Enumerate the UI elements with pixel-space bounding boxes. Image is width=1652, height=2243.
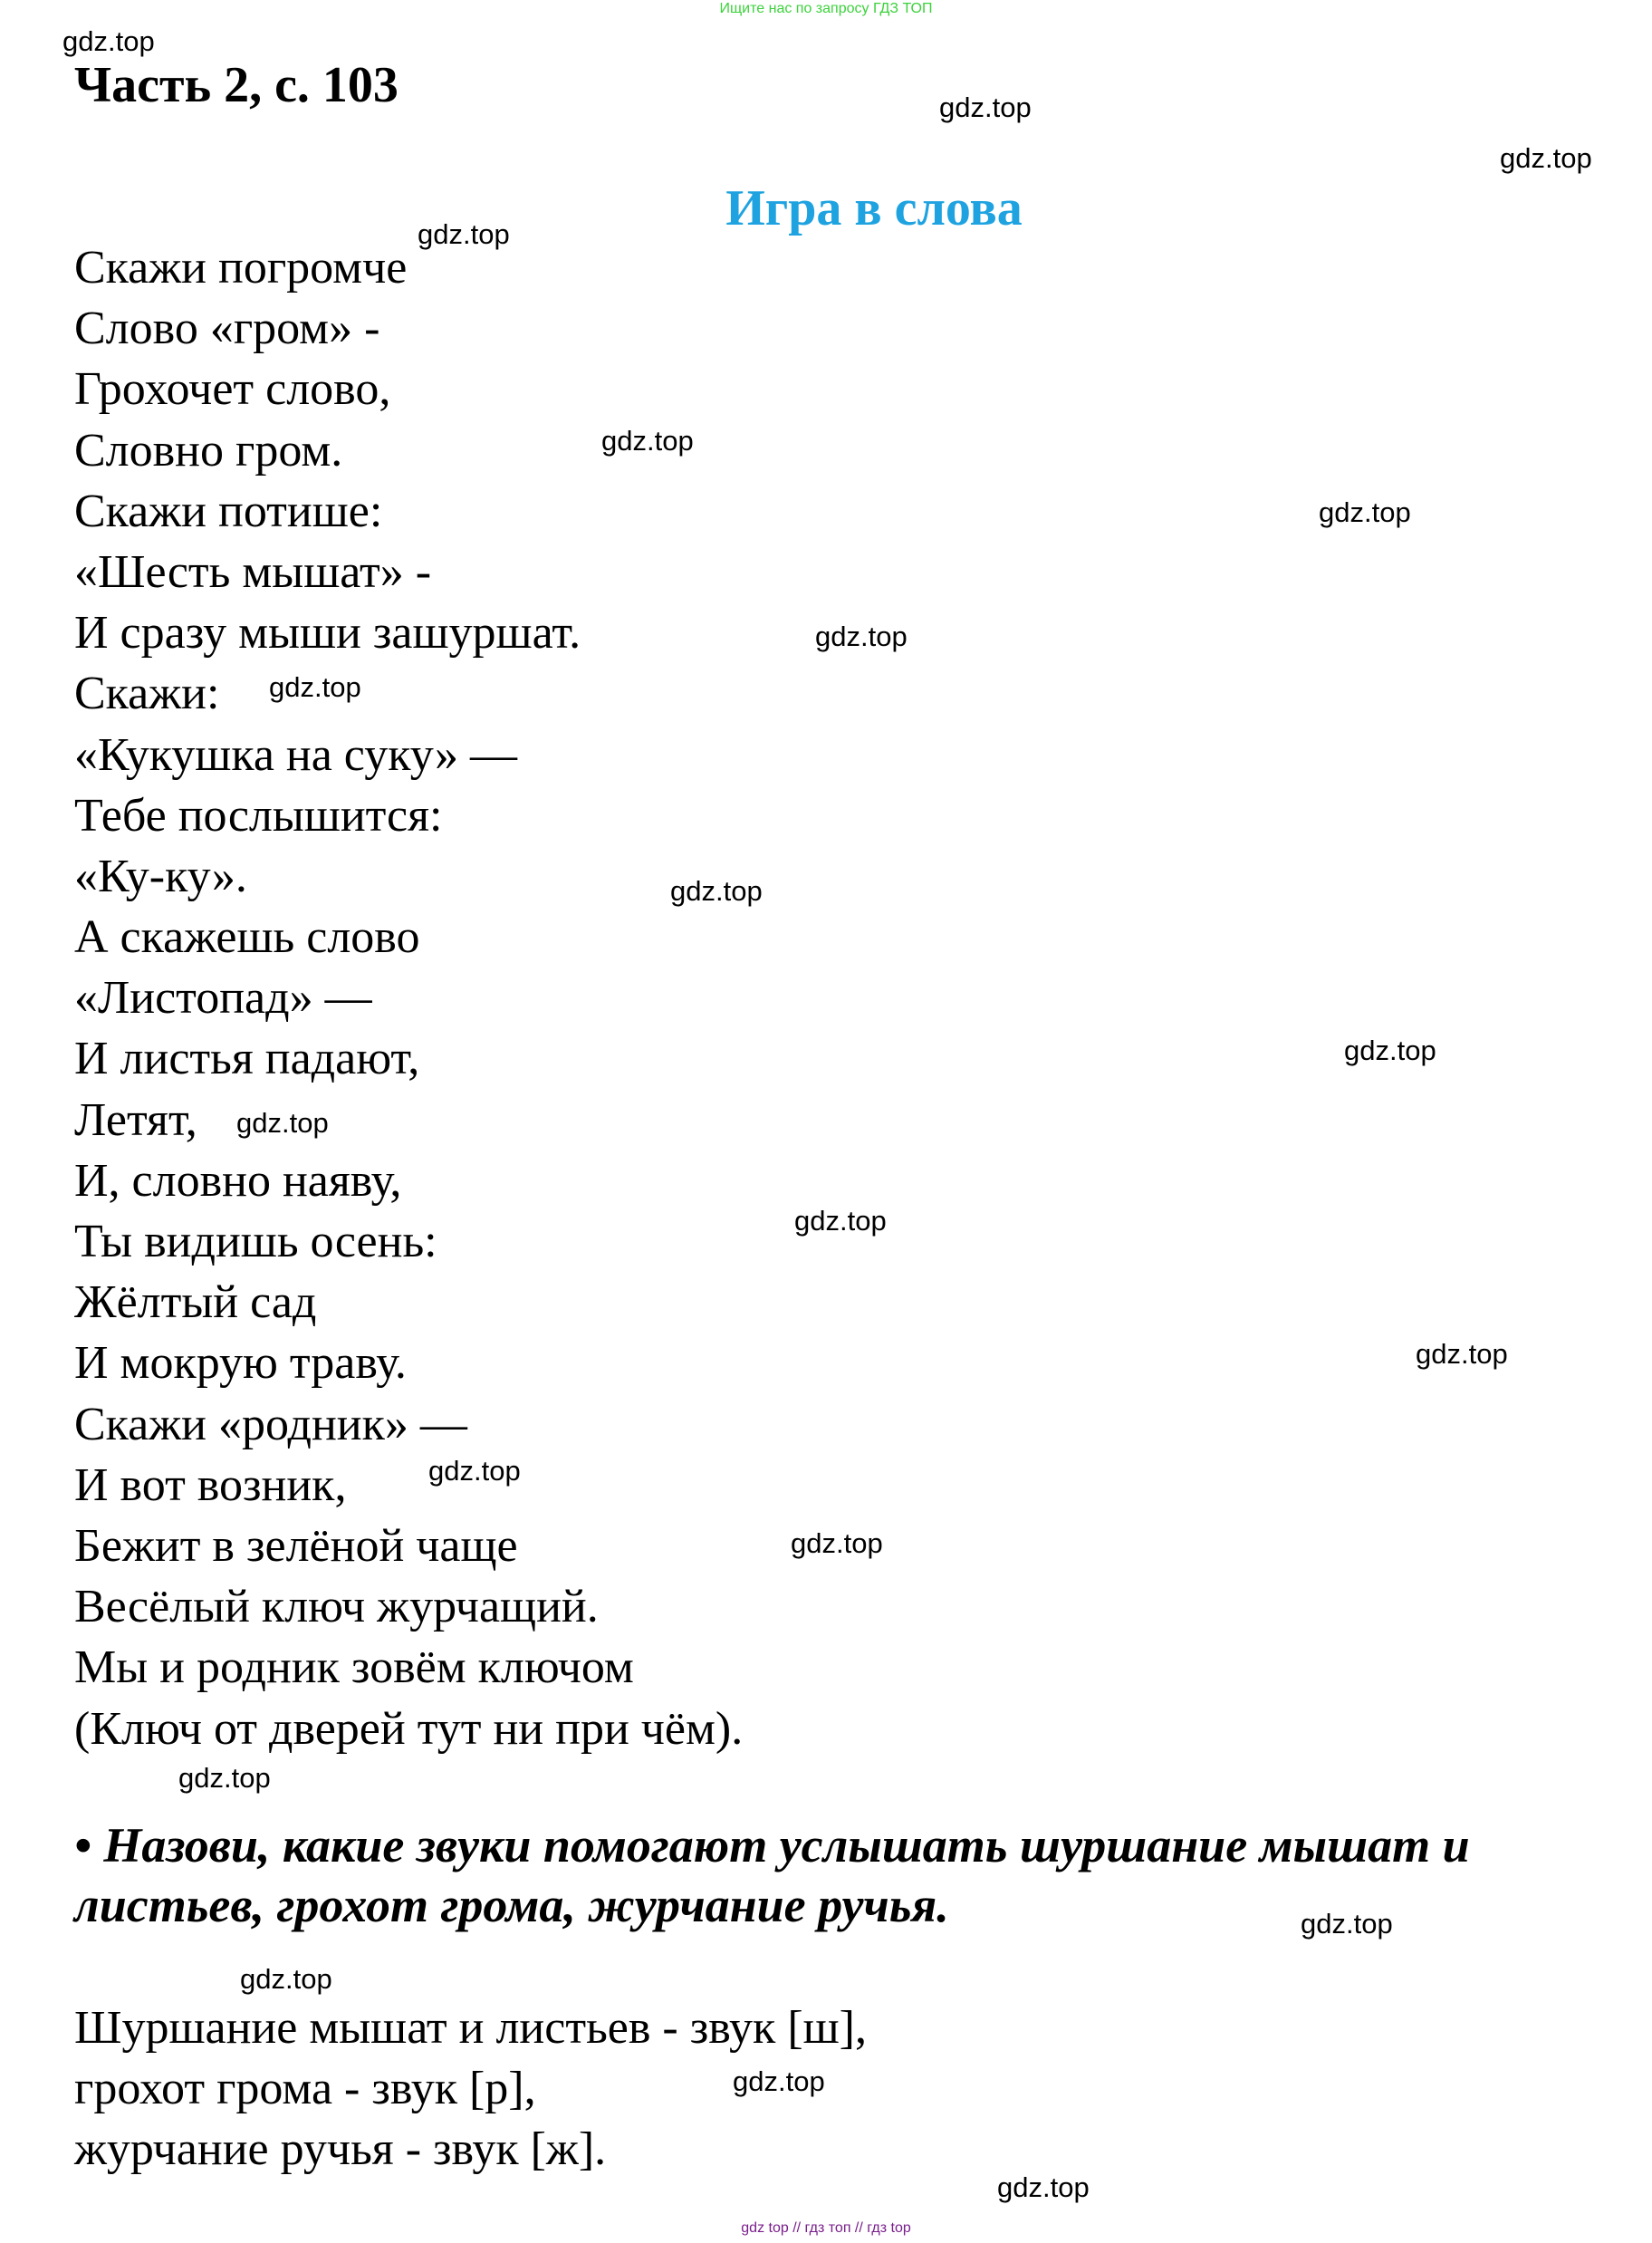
watermark: gdz.top [791,1527,883,1559]
watermark: gdz.top [1500,142,1592,174]
watermark: gdz.top [1301,1908,1393,1940]
poem-line: Летят, [74,1093,197,1146]
watermark: gdz.top [939,91,1032,123]
poem-line: И мокрую траву. [74,1337,407,1390]
poem-line: «Ку-ку». [74,850,247,902]
watermark: gdz.top [601,425,694,457]
watermark: gdz.top [62,25,155,57]
poem-line: И вот возник, [74,1458,347,1511]
answer-line: Шуршание мышат и листьев - звук [ш], [74,2002,867,2054]
poem-line: «Шесть мышат» - [74,545,432,598]
poem-line: Мы и родник зовём ключом [74,1641,634,1694]
watermark: gdz.top [733,2065,825,2097]
poem-line: Слово «гром» - [74,303,380,355]
poem-line: И сразу мыши зашуршат. [74,607,581,659]
watermark: gdz.top [815,621,908,652]
watermark: gdz.top [269,671,361,703]
bottom-banner: gdz top // гдз топ // гдз top [741,2220,911,2236]
answer-line: журчание ручья - звук [ж]. [74,2123,607,2175]
task-question: • Назови, какие звуки помогают услышать шуршание мышат и листьев, грохот грома, журчание ручья. [74,1818,1470,1932]
poem-line: Жёлтый сад [74,1276,317,1329]
poem-line: А скажешь слово [74,911,420,964]
poem-line: (Ключ от дверей тут ни при чём). [74,1702,744,1755]
poem-title: Игра в слова [725,180,1023,236]
poem-line: Скажи: [74,668,220,720]
watermark: gdz.top [997,2171,1090,2203]
poem-line: Скажи потише: [74,485,383,537]
poem-text [74,237,743,1759]
poem-line: Словно гром. [74,424,343,477]
watermark: gdz.top [428,1455,521,1487]
poem-line: Скажи «родник» — [74,1398,467,1450]
watermark: gdz.top [1319,496,1411,528]
poem-line: Ты видишь осень: [74,1216,437,1267]
poem-line: И, словно наяву, [74,1154,402,1207]
poem-line: Весёлый ключ журчащий. [74,1581,599,1633]
poem-line: Бежит в зелёной чаще [74,1519,518,1572]
watermark: gdz.top [670,875,763,907]
poem-line: И листья падают, [74,1033,420,1085]
poem-line: Тебе послышится: [74,789,443,842]
poem-line: Грохочет слово, [74,363,391,416]
watermark: gdz.top [240,1963,332,1995]
watermark: gdz.top [1344,1035,1436,1066]
poem-line: «Кукушка на суку» — [74,728,518,781]
top-banner: Ищите нас по запросу ГДЗ ТОП [719,1,933,16]
poem-line: «Листопад» — [74,972,372,1025]
watermark: gdz.top [418,218,510,250]
poem-line: Скажи погромче [74,242,408,294]
watermark: gdz.top [178,1762,271,1794]
answer-line: грохот грома - звук [р], [74,2063,536,2114]
watermark: gdz.top [236,1107,329,1139]
watermark: gdz.top [1416,1338,1508,1370]
page-title: Часть 2, с. 103 [74,57,399,113]
watermark: gdz.top [794,1205,887,1237]
